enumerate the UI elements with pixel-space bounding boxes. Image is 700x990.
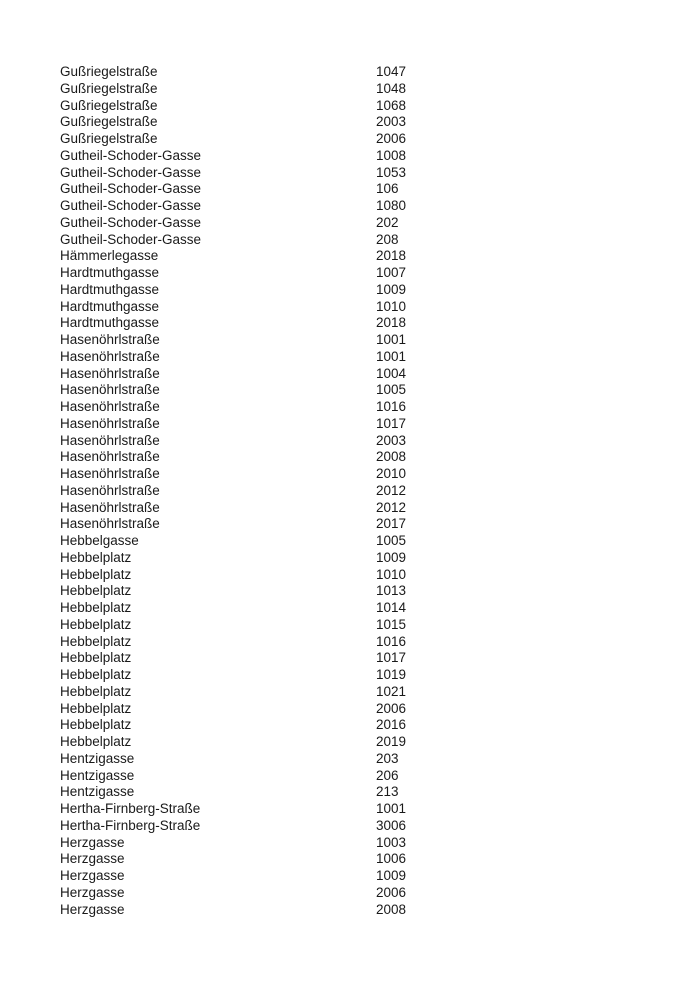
street-name: Gutheil-Schoder-Gasse [60, 198, 202, 213]
street-name: Hardtmuthgasse [60, 298, 160, 314]
street-name: Gußriegelstraße [60, 114, 158, 130]
street-number: 1001 [376, 348, 407, 364]
street-name: Hasenöhrlstraße [60, 466, 160, 481]
street-number: 2018 [376, 315, 407, 331]
street-row [60, 583, 660, 600]
street-number: 1004 [376, 365, 407, 381]
street-name: Hasenöhrlstraße [60, 348, 160, 364]
street-name: Hebbelplatz [60, 549, 132, 565]
street-number: 1017 [376, 415, 407, 431]
street-number: 2012 [376, 499, 407, 515]
street-name: Hebbelplatz [60, 566, 132, 582]
street-number: 1048 [376, 80, 407, 96]
street-row [60, 835, 660, 852]
street-name: Hasenöhrlstraße [60, 499, 160, 515]
street-number: 1008 [376, 147, 407, 163]
street-number: 3006 [376, 817, 407, 833]
street-name: Gußriegelstraße [60, 64, 158, 79]
street-row [60, 349, 660, 366]
street-row [60, 483, 660, 500]
street-number: 1009 [376, 281, 407, 297]
street-name: Hasenöhrlstraße [60, 332, 160, 347]
street-row [60, 64, 660, 81]
street-number: 1016 [376, 633, 407, 649]
street-row [60, 382, 660, 399]
street-number: 1005 [376, 382, 407, 398]
street-row [60, 265, 660, 282]
street-number: 2006 [376, 700, 407, 716]
street-row [60, 751, 660, 768]
street-number: 1006 [376, 851, 407, 867]
street-number: 1007 [376, 265, 407, 280]
street-row [60, 282, 660, 299]
street-name: Hebbelplatz [60, 734, 132, 749]
street-row [60, 232, 660, 249]
street-name: Hasenöhrlstraße [60, 449, 160, 465]
street-number: 1017 [376, 650, 407, 666]
street-name: Herzgasse [60, 851, 125, 867]
street-number: 2016 [376, 717, 407, 733]
street-name: Hentzigasse [60, 767, 135, 783]
street-number: 203 [376, 750, 399, 766]
street-number: 213 [376, 784, 399, 800]
street-name: Hasenöhrlstraße [60, 365, 160, 381]
street-number: 2003 [376, 114, 407, 130]
street-row [60, 818, 660, 835]
street-row [60, 784, 660, 801]
street-name: Gußriegelstraße [60, 131, 158, 146]
street-number: 1010 [376, 298, 407, 314]
street-name: Hebbelgasse [60, 533, 139, 548]
street-name: Hentzigasse [60, 784, 135, 800]
street-name: Hardtmuthgasse [60, 281, 160, 297]
street-number: 1019 [376, 667, 407, 682]
street-row [60, 902, 660, 919]
street-name: Hebbelplatz [60, 583, 132, 599]
street-name: Hebbelplatz [60, 650, 132, 666]
street-name: Hasenöhrlstraße [60, 432, 160, 448]
street-name: Gußriegelstraße [60, 97, 158, 113]
street-name: Hasenöhrlstraße [60, 516, 160, 532]
street-number: 2010 [376, 466, 407, 481]
street-name: Hebbelplatz [60, 717, 132, 733]
street-name: Gutheil-Schoder-Gasse [60, 147, 202, 163]
street-row [60, 131, 660, 148]
street-number: 1053 [376, 164, 407, 180]
street-number: 2008 [376, 449, 407, 465]
street-number: 1015 [376, 616, 407, 632]
street-name: Herzgasse [60, 901, 125, 917]
street-number: 1013 [376, 583, 407, 599]
street-number: 2018 [376, 248, 407, 264]
street-number: 1021 [376, 683, 407, 699]
street-name: Hebbelplatz [60, 700, 132, 716]
street-number: 208 [376, 231, 399, 247]
street-number: 2017 [376, 516, 407, 532]
street-row [60, 215, 660, 232]
street-row [60, 667, 660, 684]
street-name: Hasenöhrlstraße [60, 382, 160, 398]
street-number: 1001 [376, 801, 407, 816]
street-row [60, 516, 660, 533]
street-number: 1003 [376, 834, 407, 850]
street-row [60, 433, 660, 450]
street-number: 2003 [376, 432, 407, 448]
street-name: Gutheil-Schoder-Gasse [60, 231, 202, 247]
street-name: Herzgasse [60, 834, 125, 850]
street-row [60, 868, 660, 885]
street-row [60, 851, 660, 868]
street-number: 1001 [376, 332, 407, 347]
street-name: Gutheil-Schoder-Gasse [60, 181, 202, 197]
street-name: Hentzigasse [60, 750, 135, 766]
street-number: 206 [376, 767, 399, 783]
street-row [60, 299, 660, 316]
street-number: 1005 [376, 533, 407, 548]
street-row [60, 98, 660, 115]
street-number: 2019 [376, 734, 407, 749]
street-row [60, 81, 660, 98]
street-list [60, 64, 660, 918]
street-row [60, 466, 660, 483]
street-row [60, 717, 660, 734]
street-row [60, 533, 660, 550]
street-name: Hebbelplatz [60, 667, 132, 682]
street-number: 1009 [376, 549, 407, 565]
street-number: 1047 [376, 64, 407, 79]
street-row [60, 148, 660, 165]
street-number: 2006 [376, 884, 407, 900]
street-row [60, 181, 660, 198]
street-number: 1009 [376, 868, 407, 883]
street-name: Hebbelplatz [60, 633, 132, 649]
street-number: 2012 [376, 482, 407, 498]
street-number: 1010 [376, 566, 407, 582]
street-row [60, 550, 660, 567]
street-row [60, 449, 660, 466]
street-row [60, 600, 660, 617]
street-row [60, 165, 660, 182]
street-row [60, 650, 660, 667]
street-name: Herzgasse [60, 868, 125, 883]
street-row [60, 198, 660, 215]
street-row [60, 567, 660, 584]
street-number: 202 [376, 214, 399, 230]
street-row [60, 801, 660, 818]
street-name: Gutheil-Schoder-Gasse [60, 164, 202, 180]
street-row [60, 701, 660, 718]
street-row [60, 416, 660, 433]
street-row [60, 500, 660, 517]
street-name: Hebbelplatz [60, 600, 132, 615]
street-row [60, 684, 660, 701]
street-number: 1014 [376, 600, 407, 615]
street-name: Hasenöhrlstraße [60, 482, 160, 498]
street-row [60, 248, 660, 265]
street-row [60, 114, 660, 131]
street-number: 106 [376, 181, 399, 197]
street-name: Herzgasse [60, 884, 125, 900]
street-name: Hardtmuthgasse [60, 265, 160, 280]
street-name: Hebbelplatz [60, 616, 132, 632]
street-name: Gutheil-Schoder-Gasse [60, 214, 202, 230]
street-row [60, 315, 660, 332]
street-row [60, 617, 660, 634]
street-row [60, 634, 660, 651]
street-row [60, 366, 660, 383]
street-row [60, 332, 660, 349]
street-name: Hebbelplatz [60, 683, 132, 699]
street-name: Gußriegelstraße [60, 80, 158, 96]
street-row [60, 399, 660, 416]
street-number: 1080 [376, 198, 407, 213]
street-number: 1068 [376, 97, 407, 113]
street-number: 2008 [376, 901, 407, 917]
street-name: Hardtmuthgasse [60, 315, 160, 331]
street-name: Hämmerlegasse [60, 248, 159, 264]
street-row [60, 885, 660, 902]
street-row [60, 734, 660, 751]
street-name: Hertha-Firnberg-Straße [60, 801, 201, 816]
street-row [60, 768, 660, 785]
street-name: Hertha-Firnberg-Straße [60, 817, 201, 833]
street-name: Hasenöhrlstraße [60, 399, 160, 414]
street-number: 1016 [376, 399, 407, 414]
street-number: 2006 [376, 131, 407, 146]
street-name: Hasenöhrlstraße [60, 415, 160, 431]
